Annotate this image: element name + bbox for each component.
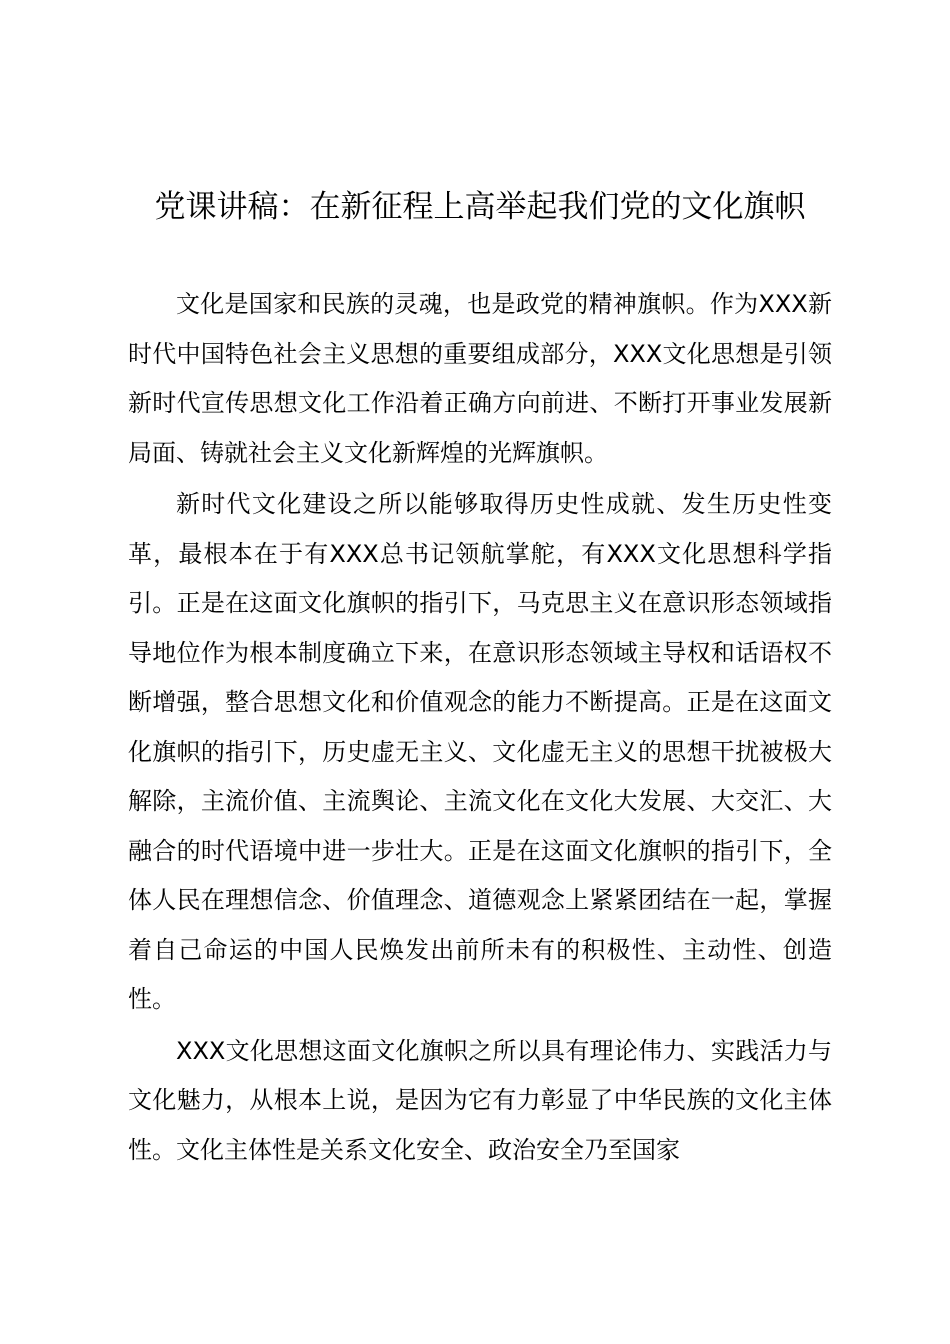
document-body	[128, 280, 832, 1177]
paragraph-3: XXX文化思想这面文化旗帜之所以具有理论伟力、实践活力与文化魅力，从根本上说，是因为它有力彰显了中华民族的文化主体性。文化主体性是关系文化安全、政治安全乃至国家	[128, 1036, 832, 1164]
paragraph-1: 文化是国家和民族的灵魂，也是政党的精神旗帜。作为XXX新时代中国特色社会主义思想的重要组成部分，XXX文化思想是引领新时代宣传思想文化工作沿着正确方向前进、不断打开事业发展新局面、铸就社会主义文化新辉煌的光辉旗帜。	[128, 290, 832, 467]
paragraph-2: 新时代文化建设之所以能够取得历史性成就、发生历史性变革，最根本在于有XXX总书记领航掌舵，有XXX文化思想科学指引。正是在这面文化旗帜的指引下，马克思主义在意识形态领域指导地位作为根本制度确立下来，在意识形态领域主导权和话语权不断增强，整合思想文化和价值观念的能力不断提高。正是在这面文化旗帜的指引下，历史虚无主义、文化虚无主义的思想干扰被极大解除，主流价值、主流舆论、主流文化在文化大发展、大交汇、大融合的时代语境中进一步壮大。正是在这面文化旗帜的指引下，全体人民在理想信念、价值理念、道德观念上紧紧团结在一起，掌握着自己命运的中国人民焕发出前所未有的积极性、主动性、创造性。	[128, 490, 832, 1013]
document-title: 党课讲稿：在新征程上高举起我们党的文化旗帜	[154, 189, 806, 225]
